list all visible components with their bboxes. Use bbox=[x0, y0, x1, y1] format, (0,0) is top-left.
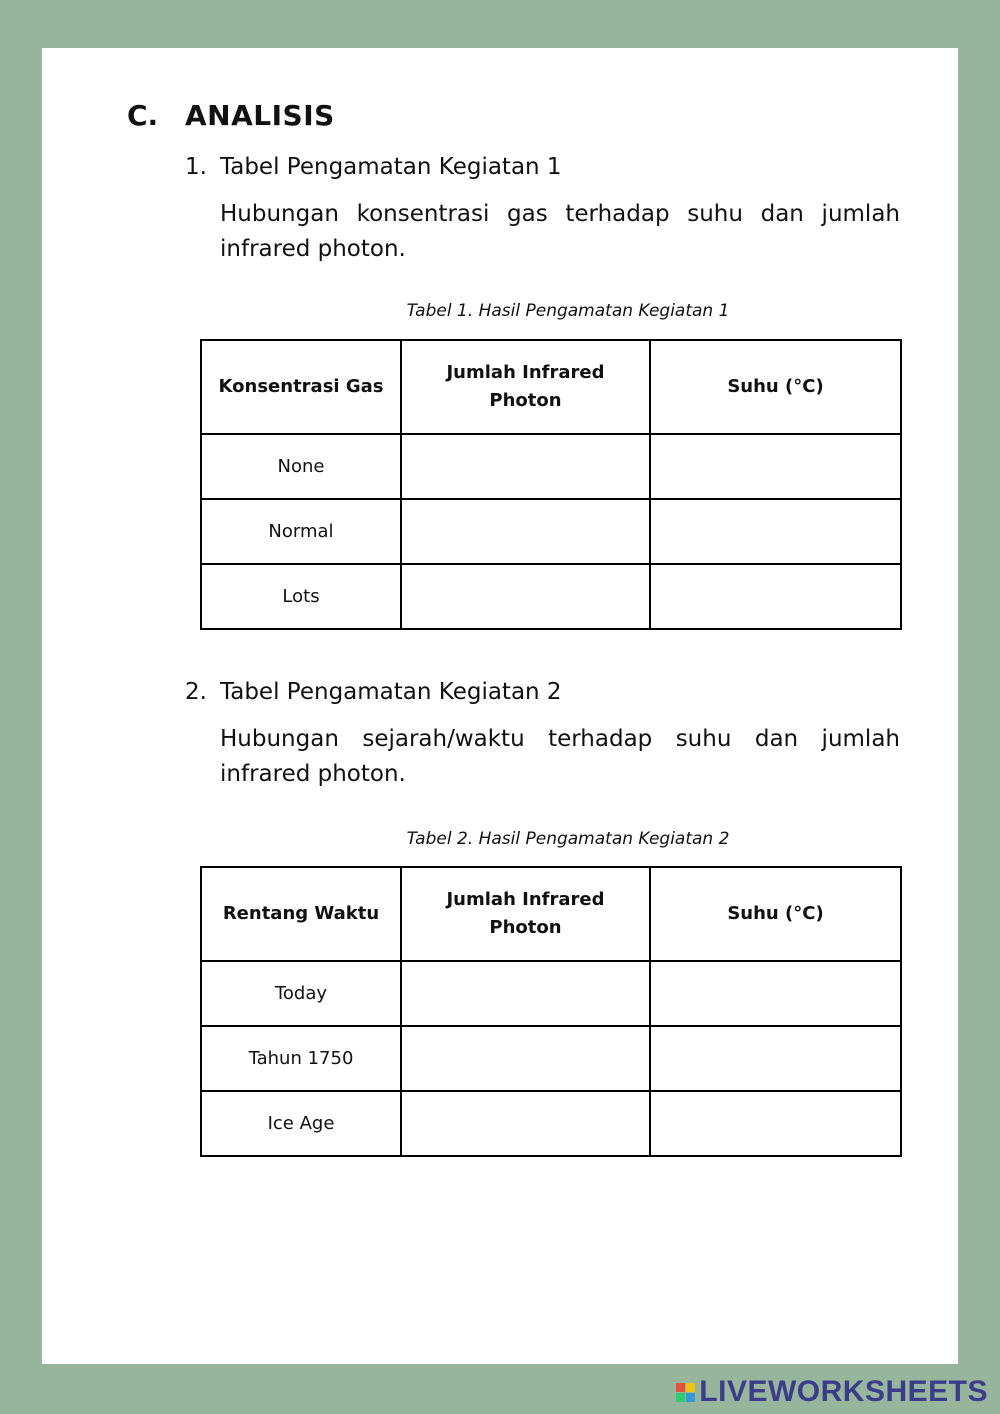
row-label: None bbox=[201, 434, 401, 499]
infrared-photon-cell[interactable] bbox=[401, 961, 650, 1026]
table-row bbox=[201, 434, 901, 499]
table-header-row bbox=[201, 867, 901, 961]
temperature-cell[interactable] bbox=[650, 564, 901, 629]
item-2-title: Tabel Pengamatan Kegiatan 2 bbox=[220, 679, 562, 705]
table-header-cell: Konsentrasi Gas bbox=[201, 340, 401, 434]
table-header-cell: Suhu (°C) bbox=[650, 867, 901, 961]
liveworksheets-logo-icon bbox=[676, 1383, 695, 1402]
table-row bbox=[201, 499, 901, 564]
brand-text: LIVEWORKSHEETS bbox=[699, 1375, 988, 1408]
infrared-photon-cell[interactable] bbox=[401, 499, 650, 564]
table-row bbox=[201, 961, 901, 1026]
observation-table-1 bbox=[200, 339, 902, 630]
section-letter: C. bbox=[127, 99, 159, 132]
table-1-caption: Tabel 1. Hasil Pengamatan Kegiatan 1 bbox=[406, 301, 730, 321]
item-2-number: 2. bbox=[185, 679, 207, 705]
item-1-title: Tabel Pengamatan Kegiatan 1 bbox=[220, 154, 562, 180]
table-header-cell: Jumlah Infrared Photon bbox=[401, 340, 650, 434]
row-label: Tahun 1750 bbox=[201, 1026, 401, 1091]
temperature-cell[interactable] bbox=[650, 434, 901, 499]
table-row bbox=[201, 1091, 901, 1156]
row-label: Lots bbox=[201, 564, 401, 629]
row-label: Ice Age bbox=[201, 1091, 401, 1156]
row-label: Normal bbox=[201, 499, 401, 564]
item-1-number: 1. bbox=[185, 154, 207, 180]
infrared-photon-cell[interactable] bbox=[401, 1091, 650, 1156]
observation-table-2 bbox=[200, 866, 902, 1157]
table-header-cell: Suhu (°C) bbox=[650, 340, 901, 434]
table-2-caption: Tabel 2. Hasil Pengamatan Kegiatan 2 bbox=[406, 829, 730, 849]
infrared-photon-cell[interactable] bbox=[401, 564, 650, 629]
temperature-cell[interactable] bbox=[650, 961, 901, 1026]
table-header-cell: Jumlah Infrared Photon bbox=[401, 867, 650, 961]
table-header-row bbox=[201, 340, 901, 434]
infrared-photon-cell[interactable] bbox=[401, 1026, 650, 1091]
infrared-photon-cell[interactable] bbox=[401, 434, 650, 499]
temperature-cell[interactable] bbox=[650, 1091, 901, 1156]
temperature-cell[interactable] bbox=[650, 1026, 901, 1091]
table-row bbox=[201, 564, 901, 629]
table-header-cell: Rentang Waktu bbox=[201, 867, 401, 961]
temperature-cell[interactable] bbox=[650, 499, 901, 564]
table-row bbox=[201, 1026, 901, 1091]
item-2-description: Hubungan sejarah/waktu terhadap suhu dan jumlah infrared photon. bbox=[220, 726, 900, 787]
liveworksheets-brand bbox=[676, 1375, 988, 1409]
item-1-description: Hubungan konsentrasi gas terhadap suhu dan jumlah infrared photon. bbox=[220, 201, 900, 262]
section-title: ANALISIS bbox=[185, 99, 335, 132]
row-label: Today bbox=[201, 961, 401, 1026]
